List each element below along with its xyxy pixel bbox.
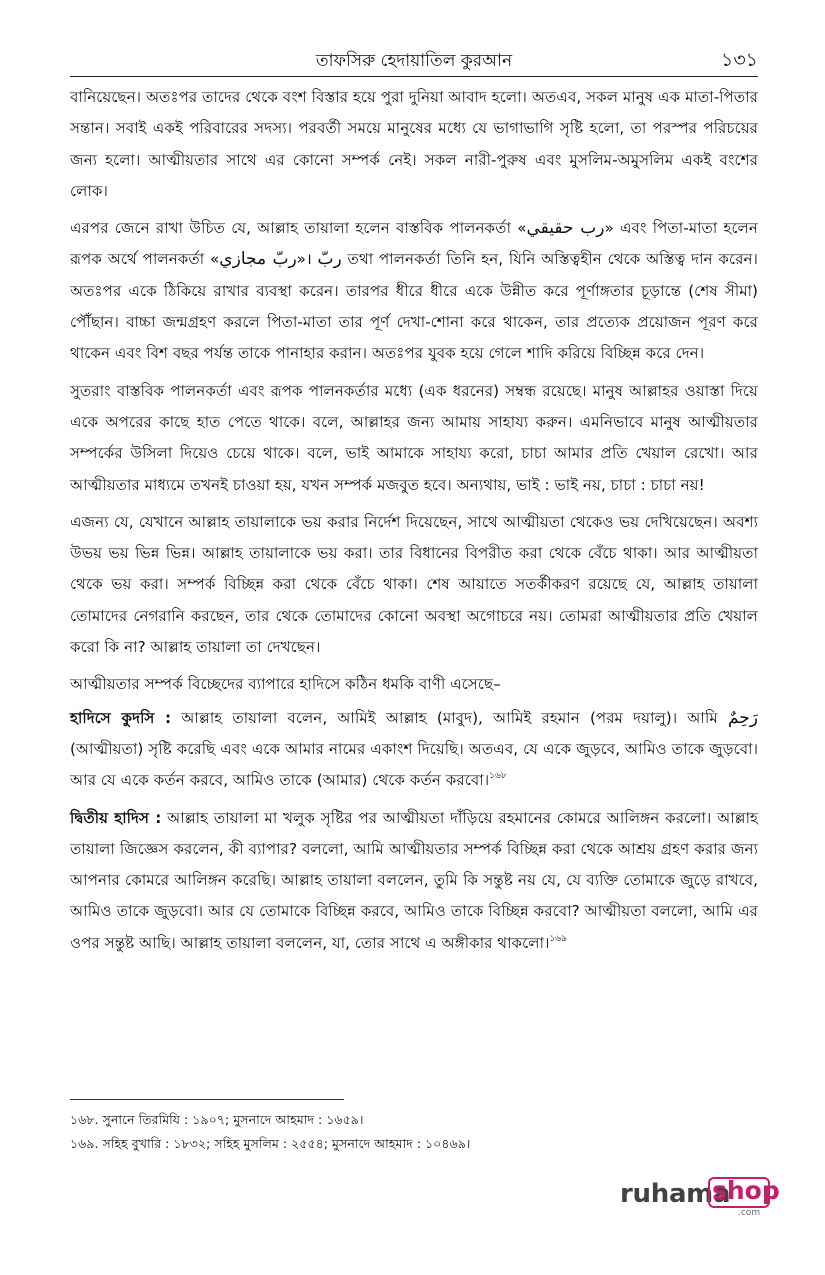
arabic-rabb-haqiqi: رب حقيقي xyxy=(526,218,605,239)
running-title: তাফসিরু হেদায়াতিল কুরআন xyxy=(315,51,513,71)
hadith-qudsi-text-b: (আত্মীয়তা) সৃষ্টি করেছি এবং একে আমার নামের একাংশ দিয়েছি। অতএব, যে একে জুড়বে, আমিও তাকে জুড়বো। আর যে একে কর্তন করবে, আমিও তাকে (আমার) থেকে কর্তন করবো। xyxy=(70,739,758,790)
paragraph-2-text-c: »। xyxy=(296,250,318,269)
body-text xyxy=(70,82,758,965)
footnote-169: ১৬৯. সহিহ বুখারি : ১৮৩২; সহিহ মুসলিম : ২৫৫৪; মুসনাদে আহমাদ : ১০৪৬৯। xyxy=(70,1136,471,1151)
arabic-rabb: ربّ xyxy=(317,249,342,270)
hadith-qudsi-heading: হাদিসে কুদসি : xyxy=(70,708,172,727)
second-hadith-heading: দ্বিতীয় হাদিস : xyxy=(70,808,162,827)
footnote-ref-168[interactable]: ১৬৮ xyxy=(489,771,507,782)
paragraph-5-text: আত্মীয়তার সম্পর্ক বিচ্ছেদের ব্যাপারে হাদিসে কঠিন ধমকি বাণী এসেছে– xyxy=(70,675,501,694)
paragraph-1-text: বানিয়েছেন। অতঃপর তাদের থেকে বংশ বিস্তার হয়ে পুরা দুনিয়া আবাদ হলো। অতএব, সকল মানুষ এক মাতা-পিতার সন্তান। সবাই একই পরিবারের সদস্য। পরবর্তী সময়ে মানুষের মধ্যে যে ভাগাভাগি সৃষ্টি হলো, তা পরস্পর পরিচয়ের জন্য হলো। আত্মীয়তার সাথে এর কোনো সম্পর্ক নেই। সকল নারী-পুরুষ এবং মুসলিম-অমুসলিম একই বংশের লোক। xyxy=(70,88,758,200)
footnotes xyxy=(70,1108,758,1156)
paragraph-3-text: সুতরাং বাস্তবিক পালনকর্তা এবং রূপক পালনকর্তার মধ্যে (এক ধরনের) সম্বন্ধ রয়েছে। মানুষ আল্লাহর ওয়াস্তা দিয়ে একে অপরের কাছে হাত পেতে থাকে। বলে, আল্লাহর জন্য আমায় সাহায্য করুন। এমনিভাবে মানুষ আত্মীয়তার সম্পর্কের উসিলা দিয়েও চেয়ে থাকে। বলে, ভাই আমাকে সাহায্য করো, চাচা আমার প্রতি খেয়াল রেখো। আর আত্মীয়তার মাধ্যমে তখনই চাওয়া হয়, যখন সম্পর্ক মজবুত হবে। অন্যথায়, ভাই : ভাই নয়, চাচা : চাচা নয়! xyxy=(70,381,758,494)
page-header xyxy=(70,44,758,76)
paragraph-5 xyxy=(70,669,758,700)
paragraph-4-text: এজন্য যে, যেখানে আল্লাহ তায়ালাকে ভয় করার নির্দেশ দিয়েছেন, সাথে আত্মীয়তা থেকেও ভয় দেখিয়েছেন। অবশ্য উভয় ভয় ভিন্ন ভিন্ন। আল্লাহ তায়ালাকে ভয় করা। তার বিধানের বিপরীত করা থেকে বেঁচে থাকা। আর আত্মীয়তা থেকে ভয় করা। সম্পর্ক বিচ্ছিন্ন করা থেকে বেঁচে থাকা। শেষ আয়াতে সতর্কীকরণ রয়েছে যে, আল্লাহ তায়ালা তোমাদের নেগরানি করছেন, তার থেকে তোমাদের কোনো অবস্থা অগোচরে নয়। তোমরা আত্মীয়তার প্রতি খেয়াল করো কি না? আল্লাহ তায়ালা তা দেখছেন। xyxy=(70,512,758,657)
second-hadith xyxy=(70,803,758,959)
page-number: ১৩১ xyxy=(720,49,758,71)
header-divider xyxy=(70,76,758,77)
hadith-qudsi-text-a: আল্লাহ তায়ালা বলেন, আমিই আল্লাহ (মাবুদ), আমিই রহমান (পরম দয়ালু)। আমি xyxy=(171,708,728,727)
arabic-rahim: رَحِمٌ xyxy=(727,707,758,728)
footnote-168: ১৬৮. সুনানে তিরমিযি : ১৯০৭; মুসনাদে আহমাদ : ১৬৫৯। xyxy=(70,1112,364,1127)
logo-text-ruhama: ruhama xyxy=(620,1179,731,1209)
second-hadith-text: আল্লাহ তায়ালা মা খলুক সৃষ্টির পর আত্মীয়তা দাঁড়িয়ে রহমানের কোমরে আলিঙ্গন করলো। আল্লাহ তায়ালা জিজ্ঞেস করলেন, কী ব্যাপার? বললো, আমি আত্মীয়তার সম্পর্ক বিচ্ছিন্ন করা থেকে আশ্রয় গ্রহণ করার জন্য আপনার কোমরে আলিঙ্গন করেছি। আল্লাহ তায়ালা বললেন, তুমি কি সন্তুষ্ট নয় যে, যে ব্যক্তি তোমাকে জুড়ে রাখবে, আমিও তাকে জুড়বো। আর যে তোমাকে বিচ্ছিন্ন করবে, আমিও তাকে বিচ্ছিন্ন করবো? আত্মীয়তা বললো, আমি এর ওপর সন্তুষ্ট আছি। আল্লাহ তায়ালা বললেন, যা, তোর সাথে এ অঙ্গীকার থাকলো। xyxy=(70,808,758,952)
paragraph-2 xyxy=(70,213,758,369)
ruhamashop-logo xyxy=(620,1176,780,1219)
logo-text-com: .com xyxy=(738,1208,761,1218)
paragraph-2-text-a: এরপর জেনে রাখা উচিত যে, আল্লাহ তায়ালা হলেন বাস্তবিক পালনকর্তা « xyxy=(70,219,527,238)
logo-badge xyxy=(708,1176,780,1208)
paragraph-2-text-b: » এবং পিতা-মাতা হলেন রূপক অর্থে পালনকর্তা « xyxy=(70,219,759,269)
arabic-rabb-majazi: ربّ مجازي xyxy=(219,249,297,270)
footnote-divider xyxy=(70,1099,344,1100)
footnote-ref-169[interactable]: ১৬৯ xyxy=(549,933,567,944)
paragraph-1 xyxy=(70,82,758,207)
hadith-qudsi xyxy=(70,703,758,797)
paragraph-4 xyxy=(70,507,758,663)
paragraph-3 xyxy=(70,376,758,501)
logo-text-shop: shop xyxy=(712,1176,780,1205)
paragraph-2-text-d: তথা পালনকর্তা তিনি হন, যিনি অস্তিত্বহীন থেকে অস্তিত্ব দান করেন। অতঃপর একে ঠিকিয়ে রাখার ব্যবস্থা করেন। তারপর ধীরে ধীরে একে উন্নীত করে পূর্ণাঙ্গতার চূড়ান্তে (শেষ সীমা) পৌঁছান। বাচ্চা জন্মগ্রহণ করলে পিতা-মাতা তার পূর্ণ দেখা-শোনা করে থাকেন, তার প্রত্যেক প্রয়োজন পূরণ করে থাকেন এবং বিশ বছর পর্যন্ত তাকে পানাহার করান। অতঃপর যুবক হয়ে গেলে শাদি করিয়ে বিচ্ছিন্ন করে দেন। xyxy=(70,250,758,363)
